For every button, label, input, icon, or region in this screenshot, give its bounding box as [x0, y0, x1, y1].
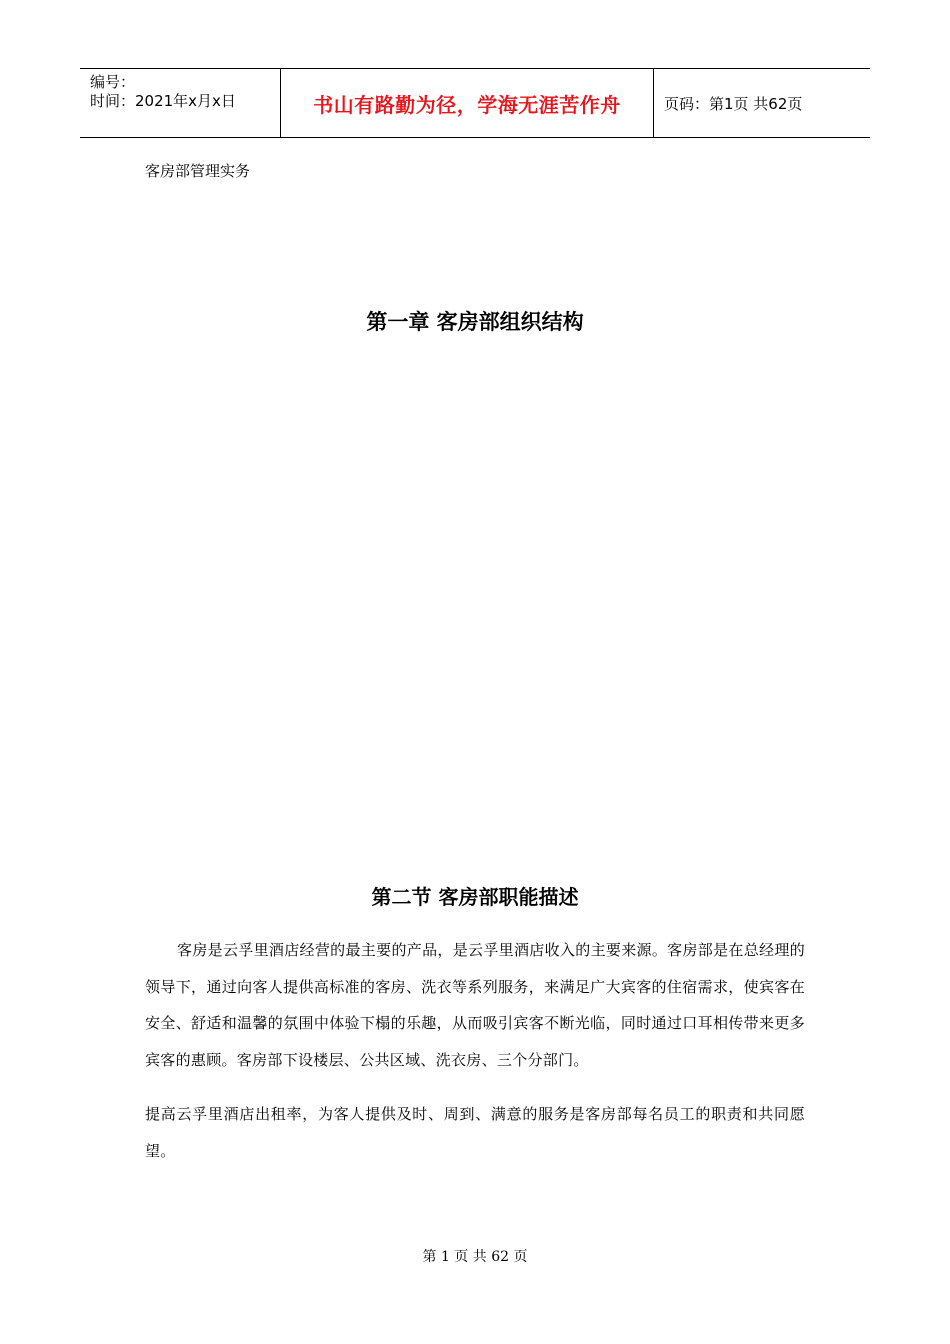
document-subtitle: 客房部管理实务 [145, 162, 251, 180]
header-meta-cell [80, 69, 281, 137]
body-paragraph-2: 提高云孚里酒店出租率，为客人提供及时、周到、满意的服务是客房部每名员工的职责和共同愿望。 [145, 1105, 805, 1160]
document-number-label: 编号： [90, 73, 136, 91]
header-motto: 书山有路勤为径，学海无涯苦作舟 [281, 69, 654, 137]
body-paragraph-1: 客房是云孚里酒店经营的最主要的产品，是云孚里酒店收入的主要来源。客房部是在总经理的领导下，通过向客人提供高标准的客房、洗衣等系列服务，来满足广大宾客的住宿需求，使宾客在安全、舒适和温馨的氛围中体验下榻的乐趣，从而吸引宾客不断光临，同时通过口耳相传带来更多宾客的惠顾。客房部下设楼层、公共区域、洗衣房、三个分部门。 [145, 941, 805, 1069]
document-time-label: 时间：2021年x月x日 [90, 92, 236, 110]
page-footer: 第 1 页 共 62 页 [422, 1249, 528, 1265]
page-header-table [80, 68, 870, 138]
chapter-title: 第一章 客房部组织结构 [366, 310, 584, 334]
section-title: 第二节 客房部职能描述 [371, 885, 579, 909]
header-page-info: 页码：第1页 共62页 [664, 94, 803, 113]
